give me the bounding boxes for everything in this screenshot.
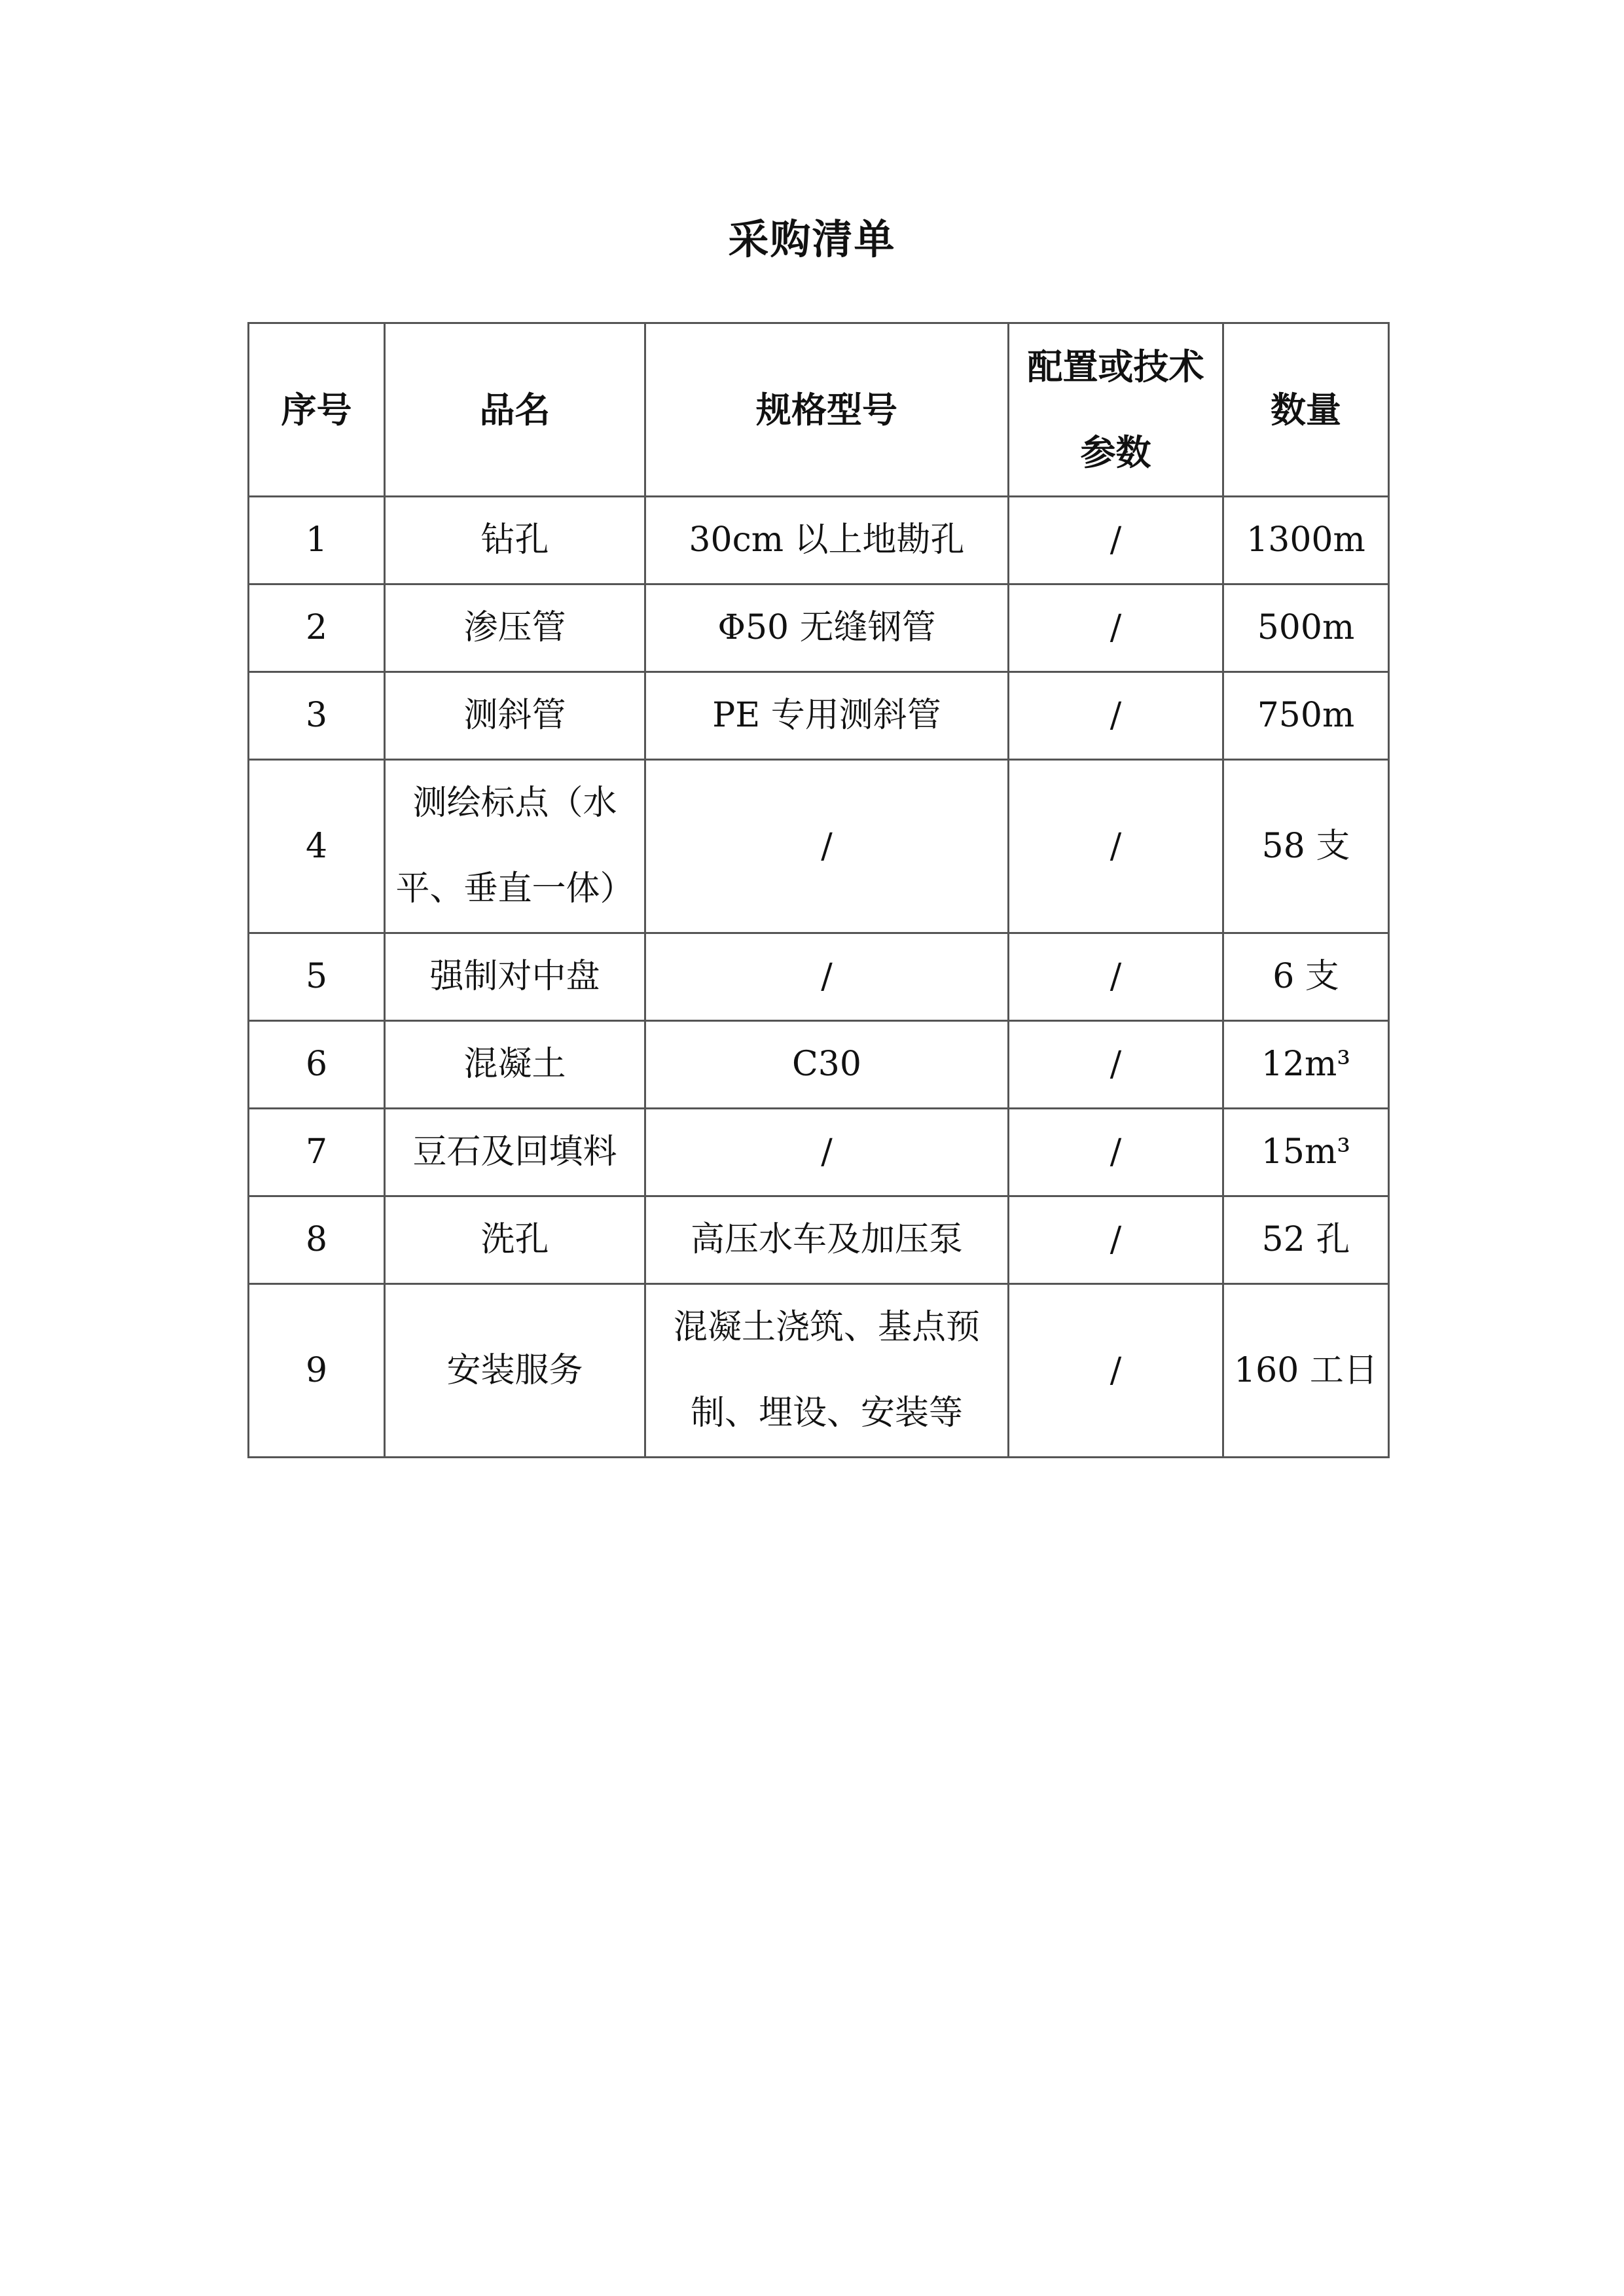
table-row — [249, 1196, 1389, 1284]
cell-quantity: 500m — [1223, 584, 1389, 672]
cell-quantity: 750m — [1223, 672, 1389, 760]
cell-spec-model: PE 专用测斜管 — [645, 672, 1009, 760]
cell-spec-model: 混凝土浇筑、基点预制、埋设、安装等 — [645, 1284, 1009, 1458]
cell-spec-model: / — [645, 1109, 1009, 1196]
document-title: 采购清单 — [728, 215, 896, 263]
cell-config-params: / — [1009, 1109, 1223, 1196]
cell-index: 9 — [249, 1284, 385, 1458]
header-quantity: 数量 — [1223, 323, 1389, 497]
cell-config-params: / — [1009, 933, 1223, 1021]
table-header-row — [249, 323, 1389, 497]
table-row — [249, 584, 1389, 672]
purchase-list-table — [247, 322, 1390, 1458]
cell-config-params: / — [1009, 584, 1223, 672]
table-row — [249, 1109, 1389, 1196]
cell-item-name: 钻孔 — [385, 497, 645, 584]
cell-config-params: / — [1009, 760, 1223, 933]
table-row — [249, 672, 1389, 760]
cell-config-params: / — [1009, 1284, 1223, 1458]
cell-spec-model: / — [645, 933, 1009, 1021]
cell-index: 8 — [249, 1196, 385, 1284]
cell-quantity: 1300m — [1223, 497, 1389, 584]
cell-quantity: 15m³ — [1223, 1109, 1389, 1196]
table-row — [249, 1021, 1389, 1109]
cell-index: 1 — [249, 497, 385, 584]
header-item-name: 品名 — [385, 323, 645, 497]
cell-index: 3 — [249, 672, 385, 760]
header-spec-model: 规格型号 — [645, 323, 1009, 497]
cell-spec-model: / — [645, 760, 1009, 933]
header-config-params: 配置或技术参数 — [1009, 323, 1223, 497]
cell-item-name: 洗孔 — [385, 1196, 645, 1284]
cell-quantity: 58 支 — [1223, 760, 1389, 933]
cell-config-params: / — [1009, 497, 1223, 584]
cell-item-name: 渗压管 — [385, 584, 645, 672]
cell-item-name: 安装服务 — [385, 1284, 645, 1458]
table-row — [249, 933, 1389, 1021]
cell-spec-model: 30cm 以上地勘孔 — [645, 497, 1009, 584]
cell-quantity: 160 工日 — [1223, 1284, 1389, 1458]
cell-spec-model: Φ50 无缝钢管 — [645, 584, 1009, 672]
cell-index: 7 — [249, 1109, 385, 1196]
cell-index: 4 — [249, 760, 385, 933]
table-row — [249, 760, 1389, 933]
cell-config-params: / — [1009, 672, 1223, 760]
cell-item-name: 豆石及回填料 — [385, 1109, 645, 1196]
cell-index: 5 — [249, 933, 385, 1021]
cell-item-name: 混凝土 — [385, 1021, 645, 1109]
cell-spec-model: C30 — [645, 1021, 1009, 1109]
table-row — [249, 1284, 1389, 1458]
cell-index: 2 — [249, 584, 385, 672]
cell-index: 6 — [249, 1021, 385, 1109]
cell-item-name: 测绘标点（水平、垂直一体） — [385, 760, 645, 933]
cell-config-params: / — [1009, 1021, 1223, 1109]
cell-config-params: / — [1009, 1196, 1223, 1284]
cell-quantity: 6 支 — [1223, 933, 1389, 1021]
table-row — [249, 497, 1389, 584]
header-index: 序号 — [249, 323, 385, 497]
cell-item-name: 强制对中盘 — [385, 933, 645, 1021]
cell-quantity: 12m³ — [1223, 1021, 1389, 1109]
cell-spec-model: 高压水车及加压泵 — [645, 1196, 1009, 1284]
cell-item-name: 测斜管 — [385, 672, 645, 760]
cell-quantity: 52 孔 — [1223, 1196, 1389, 1284]
